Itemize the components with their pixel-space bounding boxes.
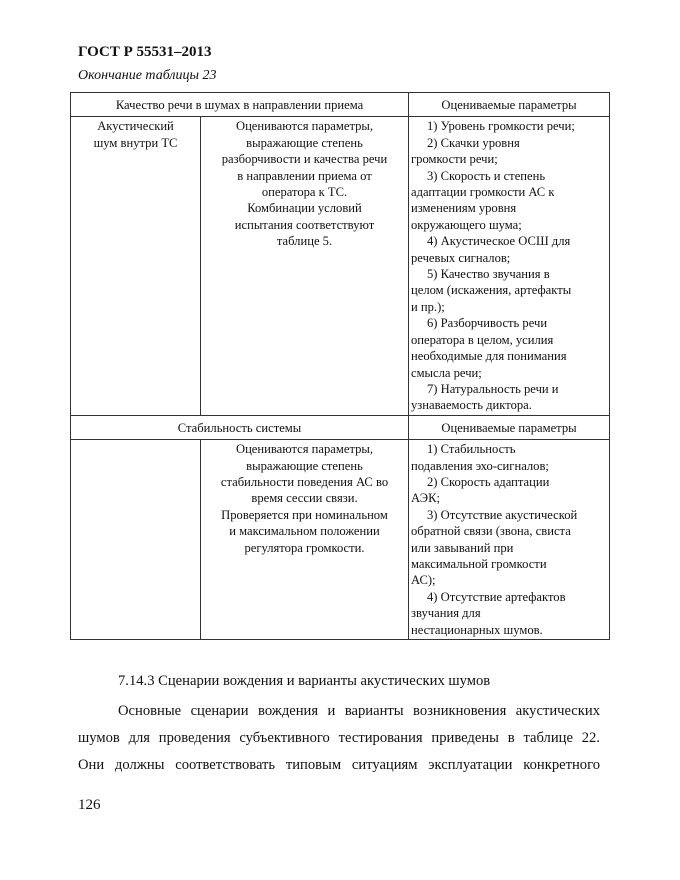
param-line: звучания для <box>411 606 481 621</box>
param-line: 5) Качество звучания в <box>427 267 550 282</box>
param-line: АЭК; <box>411 491 440 506</box>
param-line: 7) Натуральность речи и <box>427 381 559 396</box>
section1-params <box>409 117 610 415</box>
cell-line: шум внутри ТС <box>93 135 178 150</box>
param-line: 1) Стабильность <box>427 442 516 457</box>
param-line: оператора в целом, усилия <box>411 332 554 347</box>
param-line: или завываний при <box>411 540 514 555</box>
paragraph-line: Они должны соответствовать типовым ситуациям эксплуатации конкретного <box>78 757 600 773</box>
document-code: ГОСТ Р 55531–2013 <box>78 44 212 60</box>
param-line: нестационарных шумов. <box>411 622 543 637</box>
cell-line: в направлении приема от <box>237 168 372 183</box>
param-line: речевых сигналов; <box>411 250 511 265</box>
assessment-table <box>70 92 610 640</box>
param-line: 4) Отсутствие артефактов <box>427 589 566 604</box>
param-line: целом (искажения, артефакты <box>411 283 572 298</box>
cell-line: Комбинации условий <box>247 201 362 216</box>
cell-line: стабильности поведения АС во <box>220 474 389 489</box>
cell-line: испытания соответствуют <box>234 217 375 232</box>
table-row <box>71 93 610 117</box>
section1-description <box>201 117 409 415</box>
cell-line: Оцениваются параметры, <box>235 119 374 134</box>
cell-line: Проверяется при номинальном <box>221 507 388 522</box>
section2-row-label <box>71 440 201 640</box>
cell-line: регулятора громкости. <box>244 540 365 555</box>
param-line: обратной связи (звона, свиста <box>411 524 571 539</box>
section2-description <box>201 440 409 640</box>
cell-line: таблице 5. <box>276 234 333 249</box>
param-line: подавления эхо-сигналов; <box>411 458 549 473</box>
param-line: адаптации громкости АС к <box>411 185 555 200</box>
cell-line: выражающие степень <box>246 458 363 473</box>
cell-line: и максимальном положении <box>229 524 380 539</box>
param-line: АС); <box>411 573 436 588</box>
cell-line: Акустический <box>97 119 174 134</box>
param-line: окружающего шума; <box>411 217 522 232</box>
param-line: узнаваемость диктора. <box>411 398 532 413</box>
param-line: необходимые для понимания <box>411 349 567 364</box>
table-row <box>71 440 610 640</box>
table-continuation-caption: Окончание таблицы 23 <box>78 68 217 83</box>
section1-row-label <box>71 117 201 415</box>
table-row <box>71 415 610 439</box>
cell-line: оператора к ТС. <box>261 185 348 200</box>
section2-header-right: Оцениваемые параметры <box>409 415 610 439</box>
param-line: 1) Уровень громкости речи; <box>427 119 575 134</box>
param-line: 3) Отсутствие акустической <box>427 507 578 522</box>
param-line: 6) Разборчивость речи <box>427 316 548 331</box>
section2-params <box>409 440 610 640</box>
cell-line: время сессии связи. <box>251 491 358 506</box>
section2-header-left: Стабильность системы <box>71 415 409 439</box>
section1-header-left: Качество речи в шумах в направлении приема <box>71 93 409 117</box>
body-paragraph <box>78 698 600 779</box>
page-number: 126 <box>78 797 101 813</box>
param-line: 4) Акустическое ОСШ для <box>427 234 571 249</box>
table-row <box>71 117 610 415</box>
cell-line: разборчивости и качества речи <box>221 152 388 167</box>
param-line: смысла речи; <box>411 365 482 380</box>
param-line: и пр.); <box>411 299 445 314</box>
cell-line: Оцениваются параметры, <box>235 442 374 457</box>
param-line: 2) Скачки уровня <box>427 135 520 150</box>
param-line: 2) Скорость адаптации <box>427 474 550 489</box>
paragraph-line: шумов для проведения субъективного тестирования приведены в таблице 22. <box>78 730 600 746</box>
param-line: 3) Скорость и степень <box>427 168 546 183</box>
section1-header-right: Оцениваемые параметры <box>409 93 610 117</box>
paragraph-line: Основные сценарии вождения и варианты возникновения акустических <box>118 703 600 719</box>
param-line: громкости речи; <box>411 152 498 167</box>
cell-line: выражающие степень <box>246 135 363 150</box>
param-line: изменениям уровня <box>411 201 517 216</box>
section-title: 7.14.3 Сценарии вождения и варианты акустических шумов <box>118 673 491 689</box>
param-line: максимальной громкости <box>411 556 547 571</box>
